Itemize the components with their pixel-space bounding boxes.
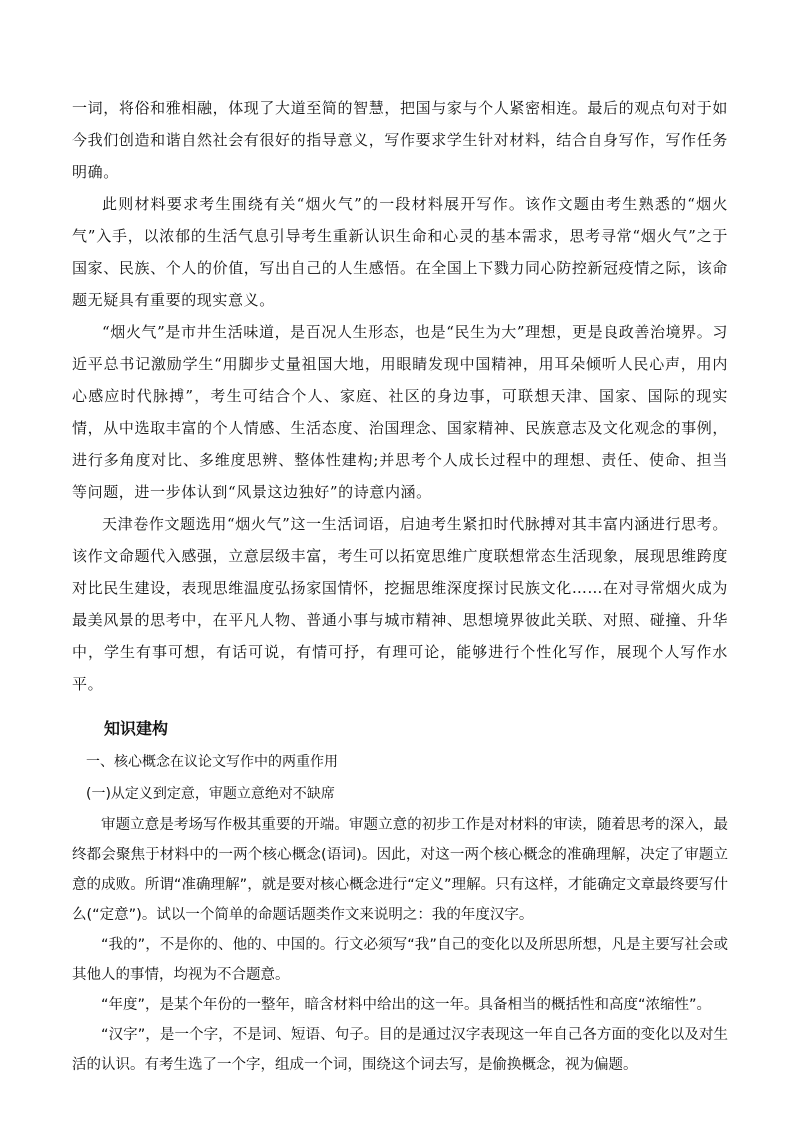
paragraph-analysis-1: 此则材料要求考生围绕有关“烟火气”的一段材料展开写作。该作文题由考生熟悉的“烟火气”入手，以浓郁的生活气息引导考生重新认识生命和心灵的基本需求，思考寻常“烟火气”之于国家、民族、个人的价值，写出自己的人生感悟。在全国上下戮力同心防控新冠疫情之际，该命题无疑具有重要的现实意义。	[72, 195, 728, 309]
document-body	[72, 92, 728, 1080]
paragraph-continuation: 一词，将俗和雅相融，体现了大道至简的智慧，把国与家与个人紧密相连。最后的观点句对于如今我们创造和谐自然社会有很好的指导意义，写作要求学生针对材料，结合自身写作，写作任务明确。	[72, 99, 728, 181]
paragraph-body-4: “汉字”，是一个字，不是词、短语、句子。目的是通过汉字表现这一年自己各方面的变化以及对生活的认识。有考生选了一个字，组成一个词，围绕这个词去写，是偷换概念，视为偏题。	[72, 1027, 728, 1073]
paragraph-body-2: “我的”，不是你的、他的、中国的。行文必须写“我”自己的变化以及所思所想，凡是主要写社会或其他人的事情，均视为不合题意。	[72, 937, 728, 983]
paragraph-body-3: “年度”，是某个年份的一整年，暗含材料中给出的这一年。具备相当的概括性和高度“浓缩性”。	[101, 997, 712, 1013]
section-heading: 知识建构	[104, 719, 169, 738]
subheading-1: 一、核心概念在议论文写作中的两重作用	[86, 754, 338, 770]
paragraph-analysis-2: “烟火气”是市井生活味道，是百况人生形态，也是“民生为大”理想，更是良政善治境界。习近平总书记激励学生“用脚步丈量祖国大地，用眼睛发现中国精神，用耳朵倾听人民心声，用内心感应时代脉搏”，考生可结合个人、家庭、社区的身边事，可联想天津、国家、国际的现实情，从中选取丰富的个人情感、生活态度、治国理念、国家精神、民族意志及文化观念的事例，进行多角度对比、多维度思辨、整体性建构;并思考个人成长过程中的理想、责任、使命、担当等问题，进一步体认到“风景这边独好”的诗意内涵。	[72, 323, 728, 501]
subheading-2: (一)从定义到定意，审题立意绝对不缺席	[86, 786, 335, 802]
paragraph-body-1: 审题立意是考场写作极其重要的开端。审题立意的初步工作是对材料的审读，随着思考的深入，最终都会聚焦于材料中的一两个核心概念(语词)。因此，对这一两个核心概念的准确理解，决定了审题立意的成败。所谓“准确理解”，就是要对核心概念进行“定义”理解。只有这样，才能确定文章最终要写什么(“定意”)。试以一个简单的命题话题类作文来说明之：我的年度汉字。	[72, 817, 728, 923]
paragraph-analysis-3: 天津卷作文题选用“烟火气”这一生活词语，启迪考生紧扣时代脉搏对其丰富内涵进行思考。该作文命题代入感强，立意层级丰富，考生可以拓宽思维广度联想常态生活现象，展现思维跨度对比民生建设，表现思维温度弘扬家国情怀，挖掘思维深度探讨民族文化……在对寻常烟火成为最美风景的思考中，在平凡人物、普通小事与城市精神、思想境界彼此关联、对照、碰撞、升华中，学生有事可想，有话可说，有情可抒，有理可论，能够进行个性化写作，展现个人写作水平。	[72, 515, 728, 693]
